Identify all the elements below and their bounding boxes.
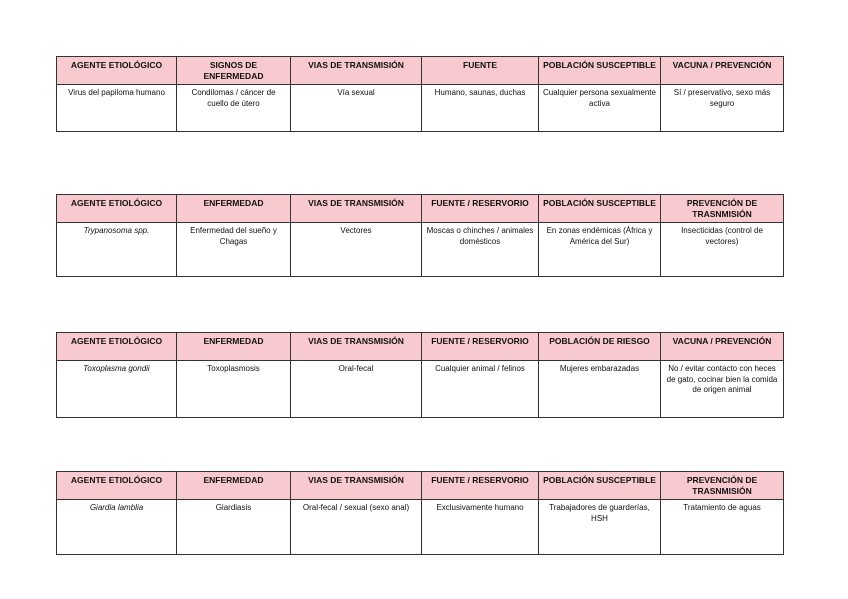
table-cell: Tratamiento de aguas [661, 500, 784, 555]
table-cell: Vía sexual [291, 85, 422, 132]
table-header-row [57, 195, 784, 223]
table-cell: Giardia lamblia [57, 500, 177, 555]
table-row [57, 361, 784, 418]
header-cell: ENFERMEDAD [177, 472, 291, 500]
table-papilloma [56, 56, 784, 132]
header-cell: POBLACIÓN SUSCEPTIBLE [539, 472, 661, 500]
header-cell: FUENTE [422, 57, 539, 85]
table-cell: Sí / preservativo, sexo más seguro [661, 85, 784, 132]
header-cell: FUENTE / RESERVORIO [422, 472, 539, 500]
table-cell: No / evitar contacto con heces de gato, cocinar bien la comida de origen animal [661, 361, 784, 418]
table-cell: Insecticidas (control de vectores) [661, 223, 784, 277]
header-cell: VACUNA / PREVENCIÓN [661, 57, 784, 85]
header-cell: VACUNA / PREVENCIÓN [661, 333, 784, 361]
table-cell: Cualquier animal / felinos [422, 361, 539, 418]
table-cell: Humano, saunas, duchas [422, 85, 539, 132]
header-cell: POBLACIÓN SUSCEPTIBLE [539, 57, 661, 85]
table-giardia [56, 471, 784, 555]
header-cell: ENFERMEDAD [177, 333, 291, 361]
table-row [57, 223, 784, 277]
header-cell: FUENTE / RESERVORIO [422, 333, 539, 361]
header-cell: POBLACIÓN DE RIESGO [539, 333, 661, 361]
header-cell: AGENTE ETIOLÓGICO [57, 57, 177, 85]
table-cell: Toxoplasmosis [177, 361, 291, 418]
table-trypanosoma [56, 194, 784, 277]
table-header-row [57, 57, 784, 85]
table-cell: Cualquier persona sexualmente activa [539, 85, 661, 132]
table-header-row [57, 472, 784, 500]
table-cell: Vectores [291, 223, 422, 277]
table-cell: Mujeres embarazadas [539, 361, 661, 418]
header-cell: SIGNOS DE ENFERMEDAD [177, 57, 291, 85]
table-cell: Exclusivamente humano [422, 500, 539, 555]
table-cell: Condilomas / cáncer de cuello de útero [177, 85, 291, 132]
table-cell: Trypanosoma spp. [57, 223, 177, 277]
header-cell: PREVENCIÓN DE TRASNMISIÓN [661, 195, 784, 223]
table-cell: Giardiasis [177, 500, 291, 555]
table-cell: Oral-fecal / sexual (sexo anal) [291, 500, 422, 555]
header-cell: VIAS DE TRANSMISIÓN [291, 195, 422, 223]
table-cell: Toxoplasma gondii [57, 361, 177, 418]
header-cell: AGENTE ETIOLÓGICO [57, 333, 177, 361]
header-cell: ENFERMEDAD [177, 195, 291, 223]
table-row [57, 85, 784, 132]
header-cell: AGENTE ETIOLÓGICO [57, 472, 177, 500]
table-header-row [57, 333, 784, 361]
table-cell: Enfermedad del sueño y Chagas [177, 223, 291, 277]
header-cell: FUENTE / RESERVORIO [422, 195, 539, 223]
header-cell: VIAS DE TRANSMISIÓN [291, 333, 422, 361]
table-row [57, 500, 784, 555]
table-cell: En zonas endémicas (África y América del Sur) [539, 223, 661, 277]
table-cell: Oral-fecal [291, 361, 422, 418]
header-cell: POBLACIÓN SUSCEPTIBLE [539, 195, 661, 223]
header-cell: VIAS DE TRANSMISIÓN [291, 57, 422, 85]
table-toxoplasma [56, 332, 784, 418]
header-cell: VIAS DE TRANSMISIÓN [291, 472, 422, 500]
table-cell: Trabajadores de guarderías, HSH [539, 500, 661, 555]
header-cell: PREVENCIÓN DE TRASNMISIÓN [661, 472, 784, 500]
header-cell: AGENTE ETIOLÓGICO [57, 195, 177, 223]
table-cell: Virus del papiloma humano [57, 85, 177, 132]
table-cell: Moscas o chinches / animales domésticos [422, 223, 539, 277]
